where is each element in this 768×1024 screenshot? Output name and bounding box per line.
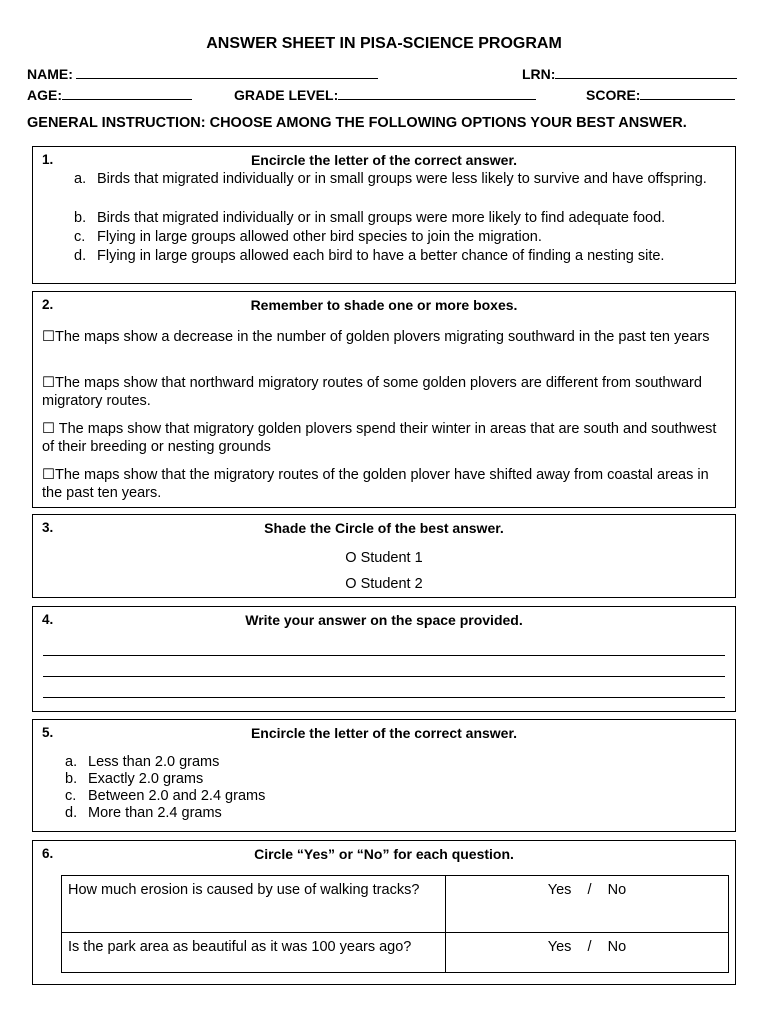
answer-line-2[interactable] <box>43 676 725 677</box>
option-letter: a. <box>74 171 87 187</box>
table-row <box>62 933 729 973</box>
age-label: AGE: <box>27 87 62 103</box>
option-letter: c. <box>74 229 86 245</box>
option-letter: a. <box>65 754 78 770</box>
score-blank[interactable] <box>640 87 735 100</box>
question-3-box <box>32 514 736 598</box>
question-5-box <box>32 719 736 832</box>
option-text: Birds that migrated individually or in small groups were less likely to survive and have offspring. <box>97 171 707 187</box>
option-a[interactable] <box>74 170 721 208</box>
question-number: 2. <box>42 297 54 312</box>
checkbox-option-2[interactable]: ☐The maps show that northward migratory routes of some golden plovers are different from southward migratory routes. <box>42 375 702 409</box>
question-cell: Is the park area as beautiful as it was 100 years ago? <box>62 933 446 973</box>
lrn-field[interactable] <box>522 66 737 82</box>
question-instruction: Remember to shade one or more boxes. <box>250 297 518 313</box>
option-letter: c. <box>65 788 77 804</box>
grade-level-blank[interactable] <box>338 87 536 100</box>
yes-no-choice[interactable]: Yes / No <box>446 933 729 973</box>
question-instruction: Shade the Circle of the best answer. <box>264 520 504 536</box>
question-2-box <box>32 291 736 508</box>
question-1-box <box>32 146 736 284</box>
grade-level-field[interactable] <box>234 87 536 103</box>
lrn-blank[interactable] <box>555 66 737 79</box>
question-number: 3. <box>42 520 54 535</box>
name-field[interactable] <box>27 66 378 82</box>
option-text: Between 2.0 and 2.4 grams <box>88 788 266 804</box>
option-text: Flying in large groups allowed other bird species to join the migration. <box>97 229 542 245</box>
option-c[interactable] <box>65 788 721 805</box>
yes-no-table <box>61 875 729 973</box>
radio-option-student-2[interactable]: O Student 2 <box>345 576 423 592</box>
grade-level-label: GRADE LEVEL: <box>234 87 339 103</box>
table-row <box>62 876 729 933</box>
option-letter: d. <box>65 805 78 821</box>
question-instruction: Encircle the letter of the correct answer. <box>250 725 518 741</box>
question-number: 4. <box>42 612 54 627</box>
option-c[interactable] <box>74 228 721 247</box>
question-4-box <box>32 606 736 712</box>
age-field[interactable] <box>27 87 192 103</box>
checkbox-option-4[interactable]: ☐The maps show that the migratory routes of the golden plover have shifted away from coastal areas in the past ten years. <box>42 467 709 501</box>
score-field[interactable] <box>586 87 735 103</box>
general-instruction: GENERAL INSTRUCTION: CHOOSE AMONG THE FOLLOWING OPTIONS YOUR BEST ANSWER. <box>27 115 687 131</box>
yes-no-choice[interactable]: Yes / No <box>446 876 729 933</box>
question-instruction: Encircle the letter of the correct answer. <box>250 152 518 168</box>
option-text: Flying in large groups allowed each bird to have a better chance of finding a nesting site. <box>97 248 665 264</box>
option-text: Birds that migrated individually or in small groups were more likely to find adequate food. <box>97 210 666 226</box>
question-6-box <box>32 840 736 985</box>
checkbox-option-1[interactable]: ☐The maps show a decrease in the number of golden plovers migrating southward in the past ten years <box>42 329 710 345</box>
question-number: 6. <box>42 846 54 861</box>
option-b[interactable] <box>65 771 721 788</box>
name-blank[interactable] <box>76 66 378 79</box>
option-letter: d. <box>74 248 87 264</box>
age-blank[interactable] <box>62 87 192 100</box>
option-d[interactable] <box>74 247 721 266</box>
question-instruction: Circle “Yes” or “No” for each question. <box>254 846 514 862</box>
option-text: Less than 2.0 grams <box>88 754 220 770</box>
option-letter: b. <box>74 210 87 226</box>
question-cell: How much erosion is caused by use of walking tracks? <box>62 876 446 933</box>
option-b[interactable] <box>74 209 721 228</box>
option-a[interactable] <box>65 754 721 771</box>
option-d[interactable] <box>65 805 721 822</box>
radio-option-student-1[interactable]: O Student 1 <box>345 550 423 566</box>
lrn-label: LRN: <box>522 66 556 82</box>
option-text: Exactly 2.0 grams <box>88 771 204 787</box>
page-title: ANSWER SHEET IN PISA-SCIENCE PROGRAM <box>206 35 562 52</box>
question-instruction: Write your answer on the space provided. <box>245 612 523 628</box>
name-label: NAME: <box>27 66 73 82</box>
option-letter: b. <box>65 771 78 787</box>
score-label: SCORE: <box>586 87 641 103</box>
question-number: 1. <box>42 152 54 167</box>
question-number: 5. <box>42 725 54 740</box>
option-text: More than 2.4 grams <box>88 805 222 821</box>
answer-line-1[interactable] <box>43 655 725 656</box>
answer-line-3[interactable] <box>43 697 725 698</box>
checkbox-option-3[interactable]: ☐ The maps show that migratory golden plovers spend their winter in areas that are south and southwest of their breeding or nesting grounds <box>42 421 717 455</box>
